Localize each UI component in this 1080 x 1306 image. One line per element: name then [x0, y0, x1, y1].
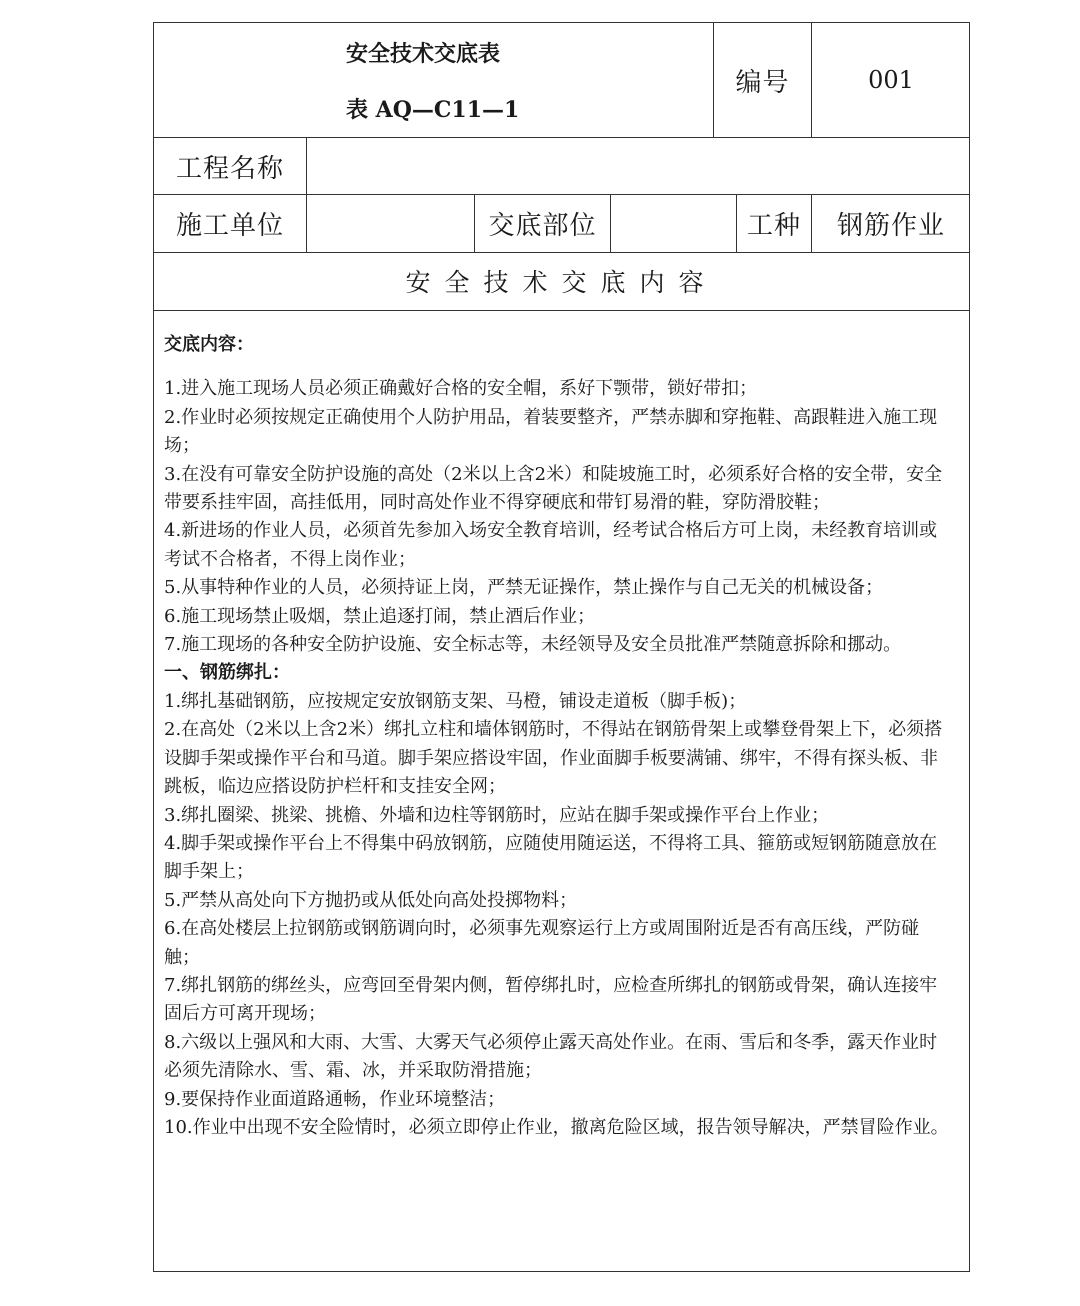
number-label: 编号 — [735, 67, 790, 98]
disclosure-part-label: 交底部位 — [488, 211, 597, 241]
content-heading: 交底内容： — [164, 334, 254, 355]
list-item: 4.脚手架或操作平台上不得集中码放钢筋，应随使用随运送，不得将工具、箍筋或短钢筋随意放在脚手架上； — [164, 832, 938, 883]
disclosure-content — [164, 331, 955, 1142]
list-item: 5.从事特种作业的人员，必须持证上岗，严禁无证操作，禁止操作与自己无关的机械设备； — [164, 577, 884, 599]
trade-value: 钢筋作业 — [836, 211, 945, 241]
list-item: 2.在高处（2米以上含2米）绑扎立柱和墙体钢筋时，不得站在钢筋骨架上或攀登骨架上下，必须搭设脚手架或操作平台和马道。脚手架应搭设牢固，作业面脚手板要满铺、绑牢，不得有探头板、非跳板，临边应搭设防护栏杆和支挂安全网； — [164, 719, 943, 798]
list-item: 7.施工现场的各种安全防护设施、安全标志等，未经领导及安全员批准严禁随意拆除和挪动。 — [164, 634, 902, 656]
section-heading: 一、钢筋绑扎： — [164, 662, 290, 684]
list-item: 5.严禁从高处向下方抛扔或从低处向高处投掷物料； — [164, 889, 578, 911]
construction-unit-label: 施工单位 — [175, 211, 284, 241]
trade-label: 工种 — [746, 211, 801, 241]
construction-unit-value[interactable] — [307, 195, 474, 252]
list-item: 2.作业时必须按规定正确使用个人防护用品，着装要整齐，严禁赤脚和穿拖鞋、高跟鞋进入施工现场； — [164, 406, 938, 457]
number-value: 001 — [868, 66, 914, 94]
project-name-label: 工程名称 — [175, 153, 284, 184]
list-item: 7.绑扎钢筋的绑丝头，应弯回至骨架内侧，暂停绑扎时，应检查所绑扎的钢筋或骨架，确认连接牢固后方可离开现场； — [164, 974, 938, 1025]
list-item: 8.六级以上强风和大雨、大雪、大雾天气必须停止露天高处作业。在雨、雪后和冬季，露天作业时必须先清除水、雪、霜、冰，并采取防滑措施； — [164, 1031, 938, 1082]
disclosure-part-value[interactable] — [611, 195, 736, 252]
section-title: 安全技术交底内容 — [405, 268, 718, 297]
list-item: 3.绑扎圈梁、挑梁、挑檐、外墙和边柱等钢筋时，应站在脚手架或操作平台上作业； — [164, 804, 830, 826]
form-title: 安全技术交底表 — [346, 41, 501, 67]
disclosure-form — [153, 22, 970, 1272]
list-item: 1.绑扎基础钢筋，应按规定安放钢筋支架、马橙，铺设走道板（脚手板)； — [164, 690, 747, 712]
list-item: 9.要保持作业面道路通畅，作业环境整洁； — [164, 1088, 506, 1110]
project-name-value[interactable] — [307, 138, 969, 194]
list-item: 4.新进场的作业人员，必须首先参加入场安全教育培训，经考试合格后方可上岗，未经教育培训或考试不合格者，不得上岗作业； — [164, 520, 938, 570]
list-item: 3.在没有可靠安全防护设施的高处（2米以上含2米）和陡坡施工时，必须系好合格的安全带，安全带要系挂牢固，高挂低用，同时高处作业不得穿硬底和带钉易滑的鞋，穿防滑胶鞋； — [164, 463, 943, 514]
grid-line — [154, 310, 969, 311]
list-item: 10.作业中出现不安全险情时，必须立即停止作业，撤离危险区域，报告领导解决，严禁冒险作业。 — [164, 1116, 949, 1138]
list-item: 6.施工现场禁止吸烟，禁止追逐打闹，禁止酒后作业； — [164, 605, 596, 627]
form-code: 表 AQ—C11—1 — [346, 97, 520, 123]
list-item: 1.进入施工现场人员必须正确戴好合格的安全帽，系好下颚带，锁好带扣； — [164, 378, 758, 400]
list-item: 6.在高处楼层上拉钢筋或钢筋调向时，必须事先观察运行上方或周围附近是否有高压线，严防碰触； — [164, 918, 920, 968]
